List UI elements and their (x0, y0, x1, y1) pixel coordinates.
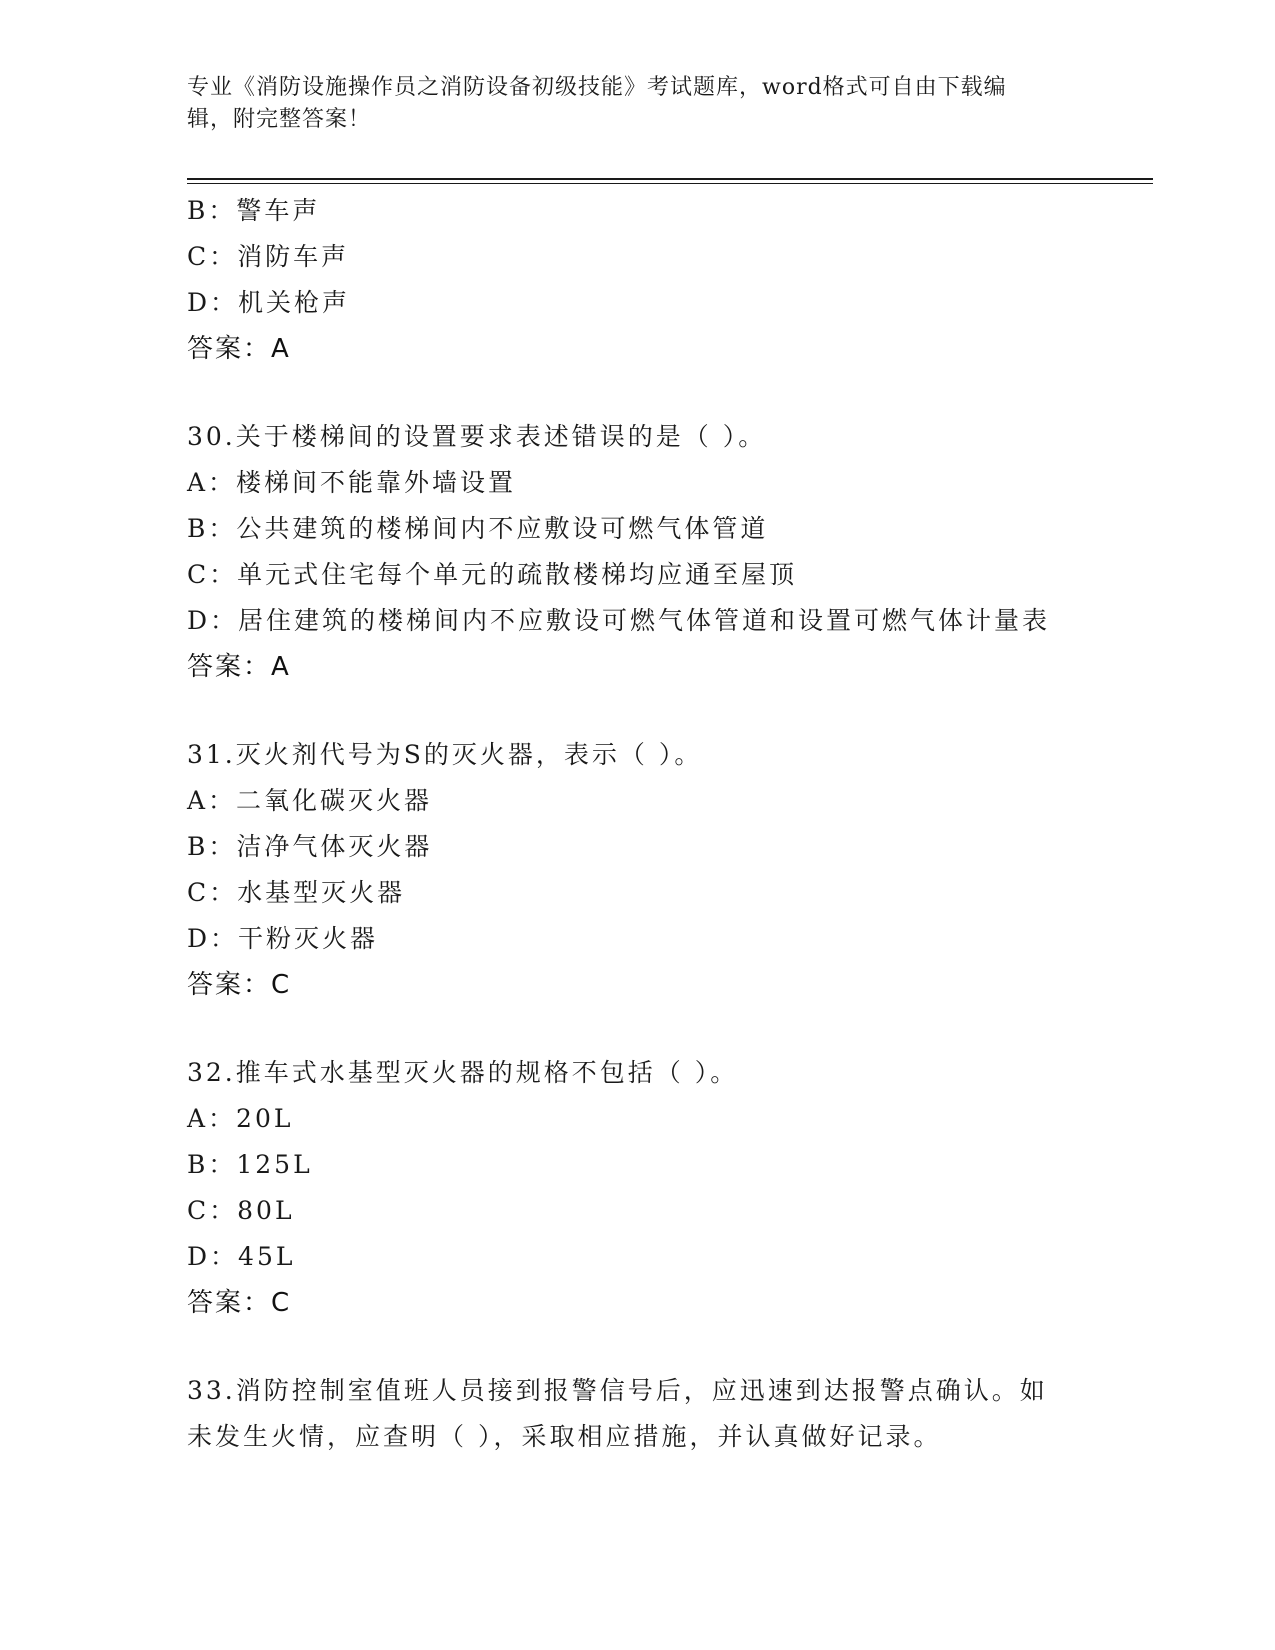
document-header (187, 72, 1067, 136)
header-rule-thin (187, 183, 1153, 184)
header-rule-thick (187, 178, 1153, 180)
option-a: A：楼梯间不能靠外墙设置 (187, 468, 517, 497)
answer-label: 答案：C (187, 970, 292, 1000)
question-list (187, 188, 1147, 1460)
answer-label: 答案：A (187, 334, 291, 364)
option-d: D：居住建筑的楼梯间内不应敷设可燃气体管道和设置可燃气体计量表 (187, 606, 1051, 635)
option-c: C：水基型灭火器 (187, 878, 406, 907)
option-b: B：洁净气体灭火器 (187, 832, 433, 861)
question-stem: 32.推车式水基型灭火器的规格不包括（ ）。 (187, 1058, 739, 1087)
option-d: D：45L (187, 1242, 296, 1271)
option-b: B：公共建筑的楼梯间内不应敷设可燃气体管道 (187, 514, 769, 543)
question-31 (187, 732, 1147, 1008)
option-b: B：125L (187, 1150, 313, 1179)
question-stem-line-2: 未发生火情，应查明（ ），采取相应措施，并认真做好记录。 (187, 1422, 942, 1451)
option-b: B：警车声 (187, 196, 321, 225)
header-line-1: 专业《消防设施操作员之消防设备初级技能》考试题库，word格式可自由下载编 (187, 75, 1007, 100)
question-33 (187, 1368, 1147, 1460)
option-c: C：80L (187, 1196, 295, 1225)
header-line-2: 辑，附完整答案！ (187, 107, 372, 132)
answer-label: 答案：A (187, 652, 291, 682)
option-d: D：机关枪声 (187, 288, 351, 317)
question-32 (187, 1050, 1147, 1326)
question-stem-line-1: 33.消防控制室值班人员接到报警信号后，应迅速到达报警点确认。如 (187, 1376, 1048, 1405)
option-c: C：单元式住宅每个单元的疏散楼梯均应通至屋顶 (187, 560, 798, 589)
option-c: C：消防车声 (187, 242, 350, 271)
option-d: D：干粉灭火器 (187, 924, 379, 953)
answer-label: 答案：C (187, 1288, 292, 1318)
option-a: A：二氧化碳灭火器 (187, 786, 433, 815)
question-stem: 31.灭火剂代号为S的灭火器，表示（ ）。 (187, 740, 703, 769)
question-stem: 30.关于楼梯间的设置要求表述错误的是（ ）。 (187, 422, 767, 451)
question-30 (187, 414, 1147, 690)
question-29-continued (187, 188, 1147, 372)
option-a: A：20L (187, 1104, 294, 1133)
